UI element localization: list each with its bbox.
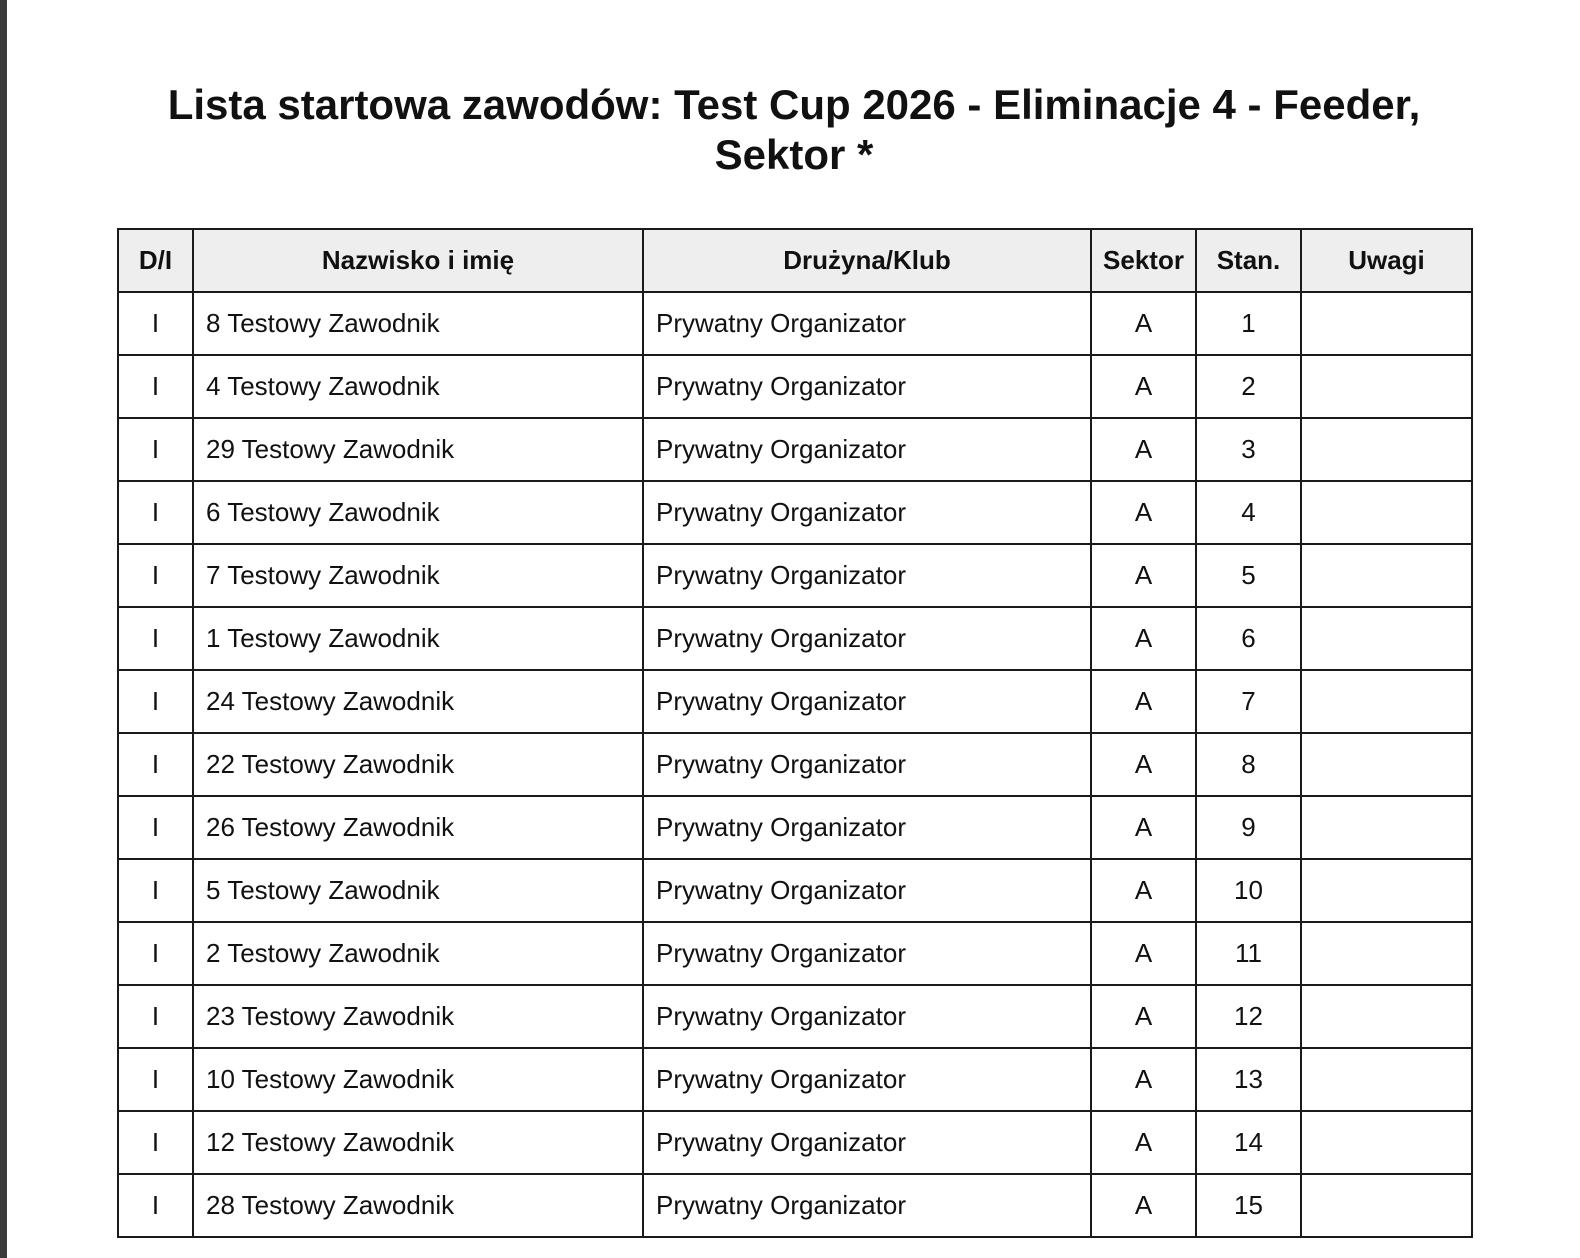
cell-di: I bbox=[118, 607, 193, 670]
cell-sector: A bbox=[1091, 670, 1196, 733]
cell-team: Prywatny Organizator bbox=[643, 1174, 1091, 1237]
cell-name: 26 Testowy Zawodnik bbox=[193, 796, 643, 859]
cell-di: I bbox=[118, 859, 193, 922]
cell-di: I bbox=[118, 922, 193, 985]
cell-name: 24 Testowy Zawodnik bbox=[193, 670, 643, 733]
document-title: Lista startowa zawodów: Test Cup 2026 - Eliminacje 4 - Feeder, Sektor * bbox=[167, 81, 1421, 178]
cell-stand: 14 bbox=[1196, 1111, 1301, 1174]
cell-notes bbox=[1301, 985, 1472, 1048]
cell-team: Prywatny Organizator bbox=[643, 418, 1091, 481]
table-row bbox=[118, 607, 1472, 670]
cell-notes bbox=[1301, 922, 1472, 985]
cell-stand: 4 bbox=[1196, 481, 1301, 544]
cell-stand: 1 bbox=[1196, 292, 1301, 355]
cell-sector: A bbox=[1091, 733, 1196, 796]
cell-notes bbox=[1301, 670, 1472, 733]
table-row bbox=[118, 481, 1472, 544]
cell-notes bbox=[1301, 1174, 1472, 1237]
cell-stand: 13 bbox=[1196, 1048, 1301, 1111]
cell-stand: 8 bbox=[1196, 733, 1301, 796]
cell-di: I bbox=[118, 670, 193, 733]
cell-name: 12 Testowy Zawodnik bbox=[193, 1111, 643, 1174]
cell-sector: A bbox=[1091, 985, 1196, 1048]
cell-di: I bbox=[118, 1111, 193, 1174]
cell-team: Prywatny Organizator bbox=[643, 1111, 1091, 1174]
cell-team: Prywatny Organizator bbox=[643, 544, 1091, 607]
document-page bbox=[7, 0, 1580, 1258]
cell-name: 10 Testowy Zawodnik bbox=[193, 1048, 643, 1111]
header-stand: Stan. bbox=[1196, 229, 1301, 292]
cell-stand: 7 bbox=[1196, 670, 1301, 733]
cell-team: Prywatny Organizator bbox=[643, 859, 1091, 922]
cell-stand: 15 bbox=[1196, 1174, 1301, 1237]
cell-team: Prywatny Organizator bbox=[643, 355, 1091, 418]
cell-di: I bbox=[118, 733, 193, 796]
cell-stand: 2 bbox=[1196, 355, 1301, 418]
cell-team: Prywatny Organizator bbox=[643, 922, 1091, 985]
table-row bbox=[118, 544, 1472, 607]
cell-di: I bbox=[118, 985, 193, 1048]
table-row bbox=[118, 1111, 1472, 1174]
cell-team: Prywatny Organizator bbox=[643, 481, 1091, 544]
cell-name: 1 Testowy Zawodnik bbox=[193, 607, 643, 670]
table-row bbox=[118, 985, 1472, 1048]
cell-name: 28 Testowy Zawodnik bbox=[193, 1174, 643, 1237]
cell-sector: A bbox=[1091, 922, 1196, 985]
cell-sector: A bbox=[1091, 607, 1196, 670]
cell-name: 5 Testowy Zawodnik bbox=[193, 859, 643, 922]
cell-stand: 9 bbox=[1196, 796, 1301, 859]
table-row bbox=[118, 670, 1472, 733]
cell-notes bbox=[1301, 544, 1472, 607]
cell-sector: A bbox=[1091, 292, 1196, 355]
table-row bbox=[118, 355, 1472, 418]
header-di: D/I bbox=[118, 229, 193, 292]
cell-sector: A bbox=[1091, 1174, 1196, 1237]
cell-name: 8 Testowy Zawodnik bbox=[193, 292, 643, 355]
table-row bbox=[118, 796, 1472, 859]
table-row bbox=[118, 1048, 1472, 1111]
cell-sector: A bbox=[1091, 355, 1196, 418]
cell-notes bbox=[1301, 796, 1472, 859]
cell-stand: 10 bbox=[1196, 859, 1301, 922]
cell-team: Prywatny Organizator bbox=[643, 985, 1091, 1048]
table-row bbox=[118, 733, 1472, 796]
cell-sector: A bbox=[1091, 859, 1196, 922]
cell-notes bbox=[1301, 1048, 1472, 1111]
table-row bbox=[118, 292, 1472, 355]
cell-di: I bbox=[118, 544, 193, 607]
cell-team: Prywatny Organizator bbox=[643, 607, 1091, 670]
cell-stand: 3 bbox=[1196, 418, 1301, 481]
cell-di: I bbox=[118, 292, 193, 355]
cell-di: I bbox=[118, 481, 193, 544]
cell-sector: A bbox=[1091, 481, 1196, 544]
cell-notes bbox=[1301, 859, 1472, 922]
cell-name: 6 Testowy Zawodnik bbox=[193, 481, 643, 544]
cell-team: Prywatny Organizator bbox=[643, 1048, 1091, 1111]
cell-team: Prywatny Organizator bbox=[643, 796, 1091, 859]
cell-name: 29 Testowy Zawodnik bbox=[193, 418, 643, 481]
cell-di: I bbox=[118, 1174, 193, 1237]
table-row bbox=[118, 922, 1472, 985]
viewer-left-edge bbox=[0, 0, 7, 1258]
header-notes: Uwagi bbox=[1301, 229, 1472, 292]
cell-notes bbox=[1301, 1111, 1472, 1174]
cell-stand: 5 bbox=[1196, 544, 1301, 607]
cell-di: I bbox=[118, 418, 193, 481]
cell-sector: A bbox=[1091, 796, 1196, 859]
cell-name: 7 Testowy Zawodnik bbox=[193, 544, 643, 607]
cell-sector: A bbox=[1091, 418, 1196, 481]
cell-stand: 11 bbox=[1196, 922, 1301, 985]
cell-name: 22 Testowy Zawodnik bbox=[193, 733, 643, 796]
cell-name: 4 Testowy Zawodnik bbox=[193, 355, 643, 418]
cell-stand: 6 bbox=[1196, 607, 1301, 670]
table-body bbox=[118, 292, 1472, 1237]
cell-notes bbox=[1301, 733, 1472, 796]
cell-sector: A bbox=[1091, 1111, 1196, 1174]
cell-notes bbox=[1301, 481, 1472, 544]
cell-team: Prywatny Organizator bbox=[643, 292, 1091, 355]
table-row bbox=[118, 859, 1472, 922]
cell-team: Prywatny Organizator bbox=[643, 670, 1091, 733]
cell-sector: A bbox=[1091, 1048, 1196, 1111]
table-row bbox=[118, 418, 1472, 481]
cell-di: I bbox=[118, 1048, 193, 1111]
header-team: Drużyna/Klub bbox=[643, 229, 1091, 292]
header-name: Nazwisko i imię bbox=[193, 229, 643, 292]
cell-notes bbox=[1301, 418, 1472, 481]
table-header-row bbox=[118, 229, 1472, 292]
cell-notes bbox=[1301, 607, 1472, 670]
header-sector: Sektor bbox=[1091, 229, 1196, 292]
start-list-table bbox=[117, 228, 1473, 1238]
table-row bbox=[118, 1174, 1472, 1237]
cell-stand: 12 bbox=[1196, 985, 1301, 1048]
cell-name: 23 Testowy Zawodnik bbox=[193, 985, 643, 1048]
cell-team: Prywatny Organizator bbox=[643, 733, 1091, 796]
cell-notes bbox=[1301, 355, 1472, 418]
cell-di: I bbox=[118, 355, 193, 418]
cell-notes bbox=[1301, 292, 1472, 355]
cell-sector: A bbox=[1091, 544, 1196, 607]
cell-di: I bbox=[118, 796, 193, 859]
cell-name: 2 Testowy Zawodnik bbox=[193, 922, 643, 985]
